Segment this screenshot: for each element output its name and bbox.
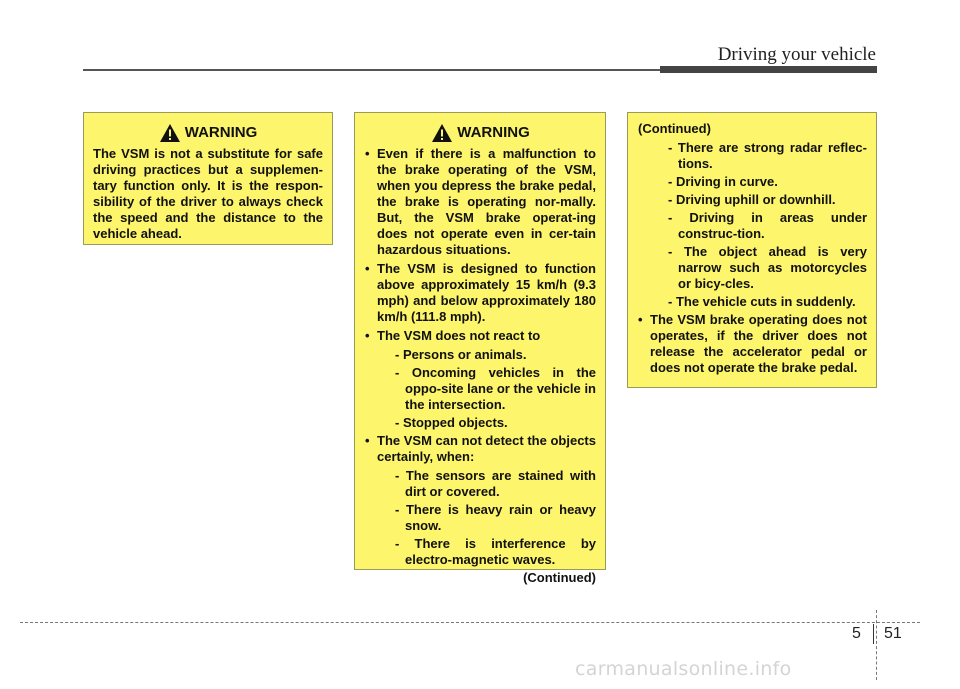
sub-item: - Oncoming vehicles in the oppo-site lane or the vehicle in the intersection.: [395, 365, 596, 412]
footer-dashed-rule: [20, 622, 920, 623]
page-number-separator: [873, 624, 874, 644]
warning-box-continued: [627, 112, 877, 388]
page-number: 51: [884, 625, 902, 642]
sub-item: - There is heavy rain or heavy snow.: [395, 502, 596, 533]
warning-heading: [365, 123, 596, 143]
warning-box-vsm-substitute: [83, 112, 333, 245]
sub-item: - Driving uphill or downhill.: [668, 192, 836, 207]
bullet-brake-release: • The VSM brake operating does not operates, if the driver does not release the accelerator pedal or does not operate the brake pedal.: [638, 312, 867, 376]
continued-label: (Continued): [638, 121, 711, 136]
footer-vertical-dash: [876, 610, 877, 680]
sub-item: - There is interference by electro-magnetic waves.: [395, 536, 596, 567]
sub-item: - There are strong radar reflec-tions.: [668, 140, 867, 171]
warning-triangle-icon: [431, 123, 453, 143]
header-bar: [660, 66, 877, 73]
warning-heading-text: WARNING: [457, 124, 530, 141]
bullet-no-react: • The VSM does not react to: [365, 328, 596, 344]
bullet-speed-range: • The VSM is designed to function above approximately 15 km/h (9.3 mph) and below approximately 180 km/h (111.8 mph).: [365, 261, 596, 325]
sub-item: - The vehicle cuts in suddenly.: [668, 294, 856, 309]
warning-text: The VSM is not a substitute for safe driving practices but a supplemen-tary function only. It is the respon-sibility of the driver to always check the speed and the distance to the vehicle ahead.: [93, 146, 323, 241]
bullet-malfunction: • Even if there is a malfunction to the brake operating of the VSM, when you depress the brake pedal, the brake is operating nor-mally. But, the VSM brake operat-ing does not operate even in cer-tain hazardous situations.: [365, 146, 596, 258]
sub-item: - The sensors are stained with dirt or covered.: [395, 468, 596, 499]
warning-triangle-icon: [159, 123, 181, 143]
sub-item: - Persons or animals.: [395, 347, 527, 362]
header-rule: [83, 69, 660, 71]
sub-item: - Driving in areas under construc-tion.: [668, 210, 867, 241]
warning-box-vsm-limitations: [354, 112, 606, 585]
page-chapter-number: 5: [852, 625, 861, 642]
warning-heading: [93, 123, 323, 143]
bullet-detection: • The VSM can not detect the objects certainly, when:: [365, 433, 596, 465]
sub-item: - Driving in curve.: [668, 174, 778, 189]
sub-item: - The object ahead is very narrow such as motorcycles or bicy-cles.: [668, 244, 867, 291]
continued-label: (Continued): [523, 570, 596, 585]
sub-item: - Stopped objects.: [395, 415, 508, 430]
header-title: Driving your vehicle: [717, 44, 876, 65]
watermark-text: carmanualsonline.info: [575, 658, 792, 680]
warning-heading-text: WARNING: [184, 124, 258, 141]
